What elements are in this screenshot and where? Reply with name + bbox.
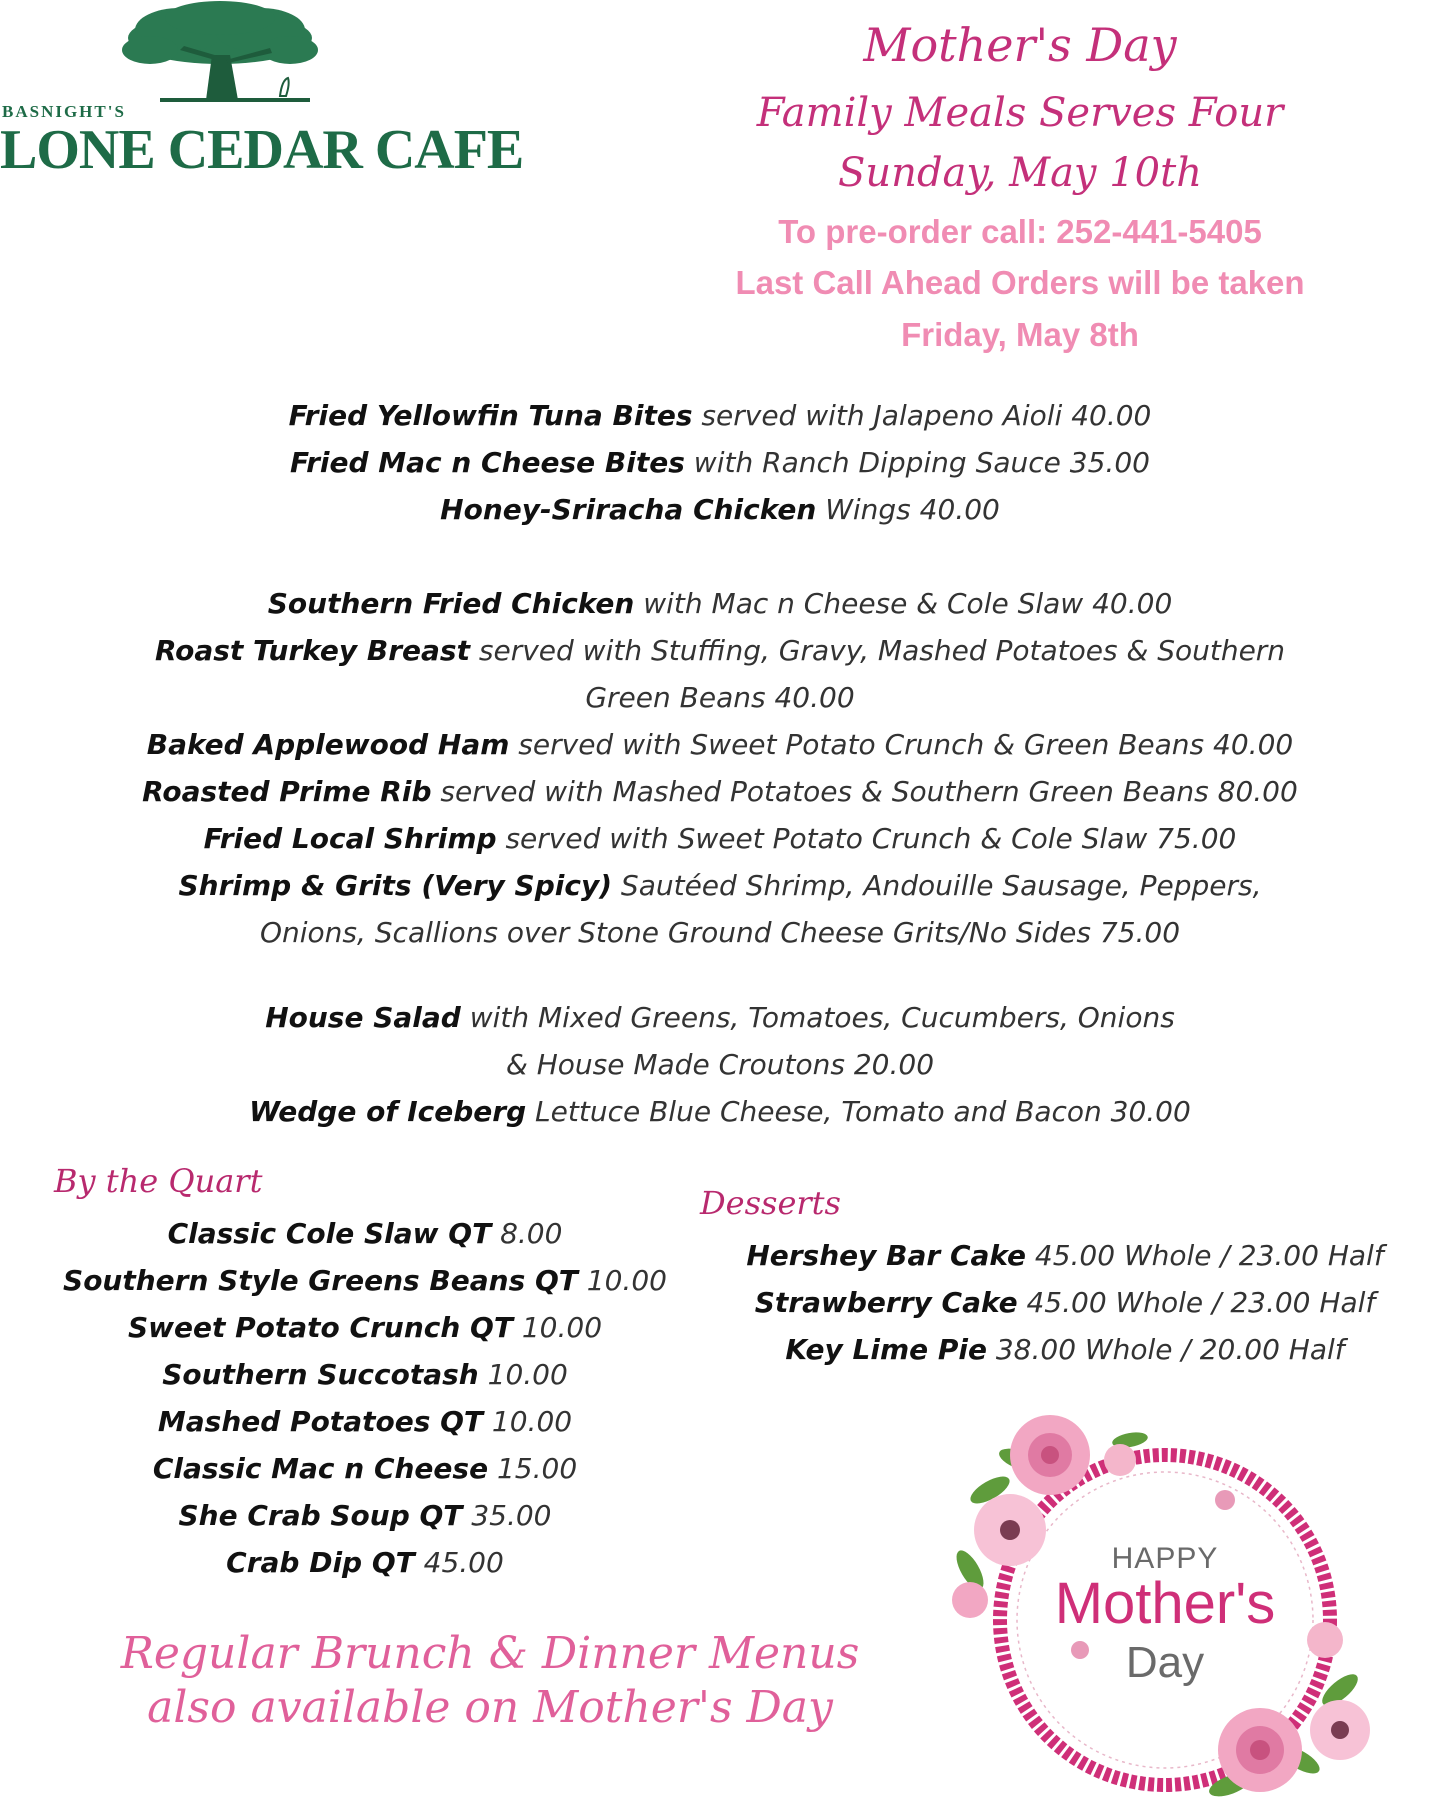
wreath-mothers-text: Mother's — [1054, 1571, 1276, 1636]
mothers-day-wreath — [930, 1400, 1400, 1799]
list-item — [700, 1326, 1430, 1373]
menu-item — [0, 768, 1440, 815]
spacer — [0, 533, 1440, 580]
footer-note-line2: also available on Mother's Day — [147, 1682, 833, 1733]
footer-note-line1: Regular Brunch & Dinner Menus — [120, 1628, 860, 1679]
wreath-happy-text: HAPPY — [1111, 1542, 1219, 1575]
logo-subtitle: BASNIGHT'S — [2, 102, 126, 121]
event-date: Sunday, May 10th — [838, 150, 1202, 196]
item-name: Baked Applewood Ham — [146, 728, 510, 761]
menu-item-cont — [0, 674, 1440, 721]
item-price: 38.00 Whole / 20.00 Half — [986, 1333, 1345, 1366]
item-name: Roasted Prime Rib — [142, 775, 432, 808]
list-item — [40, 1492, 690, 1539]
item-name: Fried Yellowfin Tuna Bites — [288, 399, 693, 432]
item-name: Fried Mac n Cheese Bites — [290, 446, 685, 479]
item-price: 10.00 — [512, 1311, 603, 1344]
item-name: Sweet Potato Crunch QT — [127, 1311, 513, 1344]
item-name: Southern Style Greens Beans QT — [63, 1264, 578, 1297]
preorder-phone: To pre-order call: 252-441-5405 — [778, 213, 1262, 250]
item-name: Fried Local Shrimp — [203, 822, 497, 855]
menu-item — [0, 815, 1440, 862]
item-price: 10.00 — [577, 1264, 667, 1297]
item-price: 15.00 — [488, 1452, 578, 1485]
cafe-logo — [0, 0, 524, 200]
menu-item — [0, 994, 1440, 1041]
item-name: Southern Fried Chicken — [267, 587, 635, 620]
item-desc: served with Sweet Potato Crunch & Green Beans 40.00 — [509, 728, 1294, 761]
item-name: Mashed Potatoes QT — [157, 1405, 484, 1438]
item-desc: Onions, Scallions over Stone Ground Cheese Grits/No Sides 75.00 — [259, 916, 1181, 949]
desserts-section-title: Desserts — [700, 1184, 841, 1222]
menu-item — [0, 392, 1440, 439]
item-price: 45.00 Whole / 23.00 Half — [1026, 1239, 1384, 1272]
item-name: Honey-Sriracha Chicken — [440, 493, 817, 526]
list-item — [40, 1398, 690, 1445]
item-price: 45.00 Whole / 23.00 Half — [1017, 1286, 1376, 1319]
list-item — [40, 1539, 690, 1586]
item-name: House Salad — [265, 1001, 461, 1034]
item-name: Key Lime Pie — [785, 1333, 987, 1366]
item-desc: with Ranch Dipping Sauce 35.00 — [684, 446, 1150, 479]
menu-item — [0, 862, 1440, 909]
item-name: Shrimp & Grits (Very Spicy) — [178, 869, 613, 902]
list-item — [700, 1279, 1430, 1326]
desserts-list — [700, 1232, 1430, 1373]
item-desc: served with Sweet Potato Crunch & Cole Slaw 75.00 — [496, 822, 1237, 855]
item-name: Crab Dip QT — [226, 1546, 415, 1579]
wreath-day-text: Day — [1125, 1638, 1205, 1687]
item-name: Strawberry Cake — [754, 1286, 1018, 1319]
item-name: Classic Cole Slaw QT — [167, 1217, 492, 1250]
item-desc: served with Mashed Potatoes & Southern Green Beans 80.00 — [431, 775, 1298, 808]
item-price: 10.00 — [483, 1405, 573, 1438]
list-item — [700, 1232, 1430, 1279]
menu-item — [0, 439, 1440, 486]
list-item — [40, 1445, 690, 1492]
spacer — [0, 956, 1440, 994]
item-name: She Crab Soup QT — [178, 1499, 463, 1532]
item-desc: Green Beans 40.00 — [585, 681, 855, 714]
menu-item — [0, 486, 1440, 533]
menu-item — [0, 627, 1440, 674]
last-call-date: Friday, May 8th — [901, 316, 1139, 353]
list-item — [40, 1351, 690, 1398]
item-price: 45.00 — [414, 1546, 504, 1579]
menu-main — [0, 392, 1440, 1135]
menu-item — [0, 580, 1440, 627]
item-name: Southern Succotash — [162, 1358, 479, 1391]
last-call-note: Last Call Ahead Orders will be taken — [735, 264, 1305, 301]
page-title: Mother's Day — [863, 18, 1177, 72]
item-price: 8.00 — [491, 1217, 563, 1250]
menu-item-cont — [0, 1041, 1440, 1088]
item-name: Classic Mac n Cheese — [152, 1452, 489, 1485]
item-desc: Sautéed Shrimp, Andouille Sausage, Peppers, — [612, 869, 1262, 902]
list-item — [40, 1210, 690, 1257]
menu-item — [0, 1088, 1440, 1135]
menu-item — [0, 721, 1440, 768]
tree-icon — [120, 0, 320, 110]
list-item — [40, 1257, 690, 1304]
page-subtitle: Family Meals Serves Four — [756, 90, 1284, 136]
item-name: Roast Turkey Breast — [154, 634, 470, 667]
quart-list — [40, 1210, 690, 1586]
item-desc: & House Made Croutons 20.00 — [505, 1048, 935, 1081]
item-desc: served with Stuffing, Gravy, Mashed Potatoes & Southern — [469, 634, 1286, 667]
item-price: 35.00 — [462, 1499, 552, 1532]
item-desc: served with Jalapeno Aioli 40.00 — [692, 399, 1152, 432]
list-item — [40, 1304, 690, 1351]
item-name: Hershey Bar Cake — [746, 1239, 1026, 1272]
logo-title: LONE CEDAR CAFE — [0, 119, 524, 181]
item-desc: with Mixed Greens, Tomatoes, Cucumbers, Onions — [460, 1001, 1175, 1034]
item-desc: with Mac n Cheese & Cole Slaw 40.00 — [634, 587, 1173, 620]
menu-item-cont — [0, 909, 1440, 956]
item-desc: Wings 40.00 — [816, 493, 1000, 526]
quart-section-title: By the Quart — [54, 1162, 263, 1200]
item-name: Wedge of Iceberg — [249, 1095, 527, 1128]
item-price: 10.00 — [478, 1358, 568, 1391]
item-desc: Lettuce Blue Cheese, Tomato and Bacon 30.00 — [526, 1095, 1191, 1128]
